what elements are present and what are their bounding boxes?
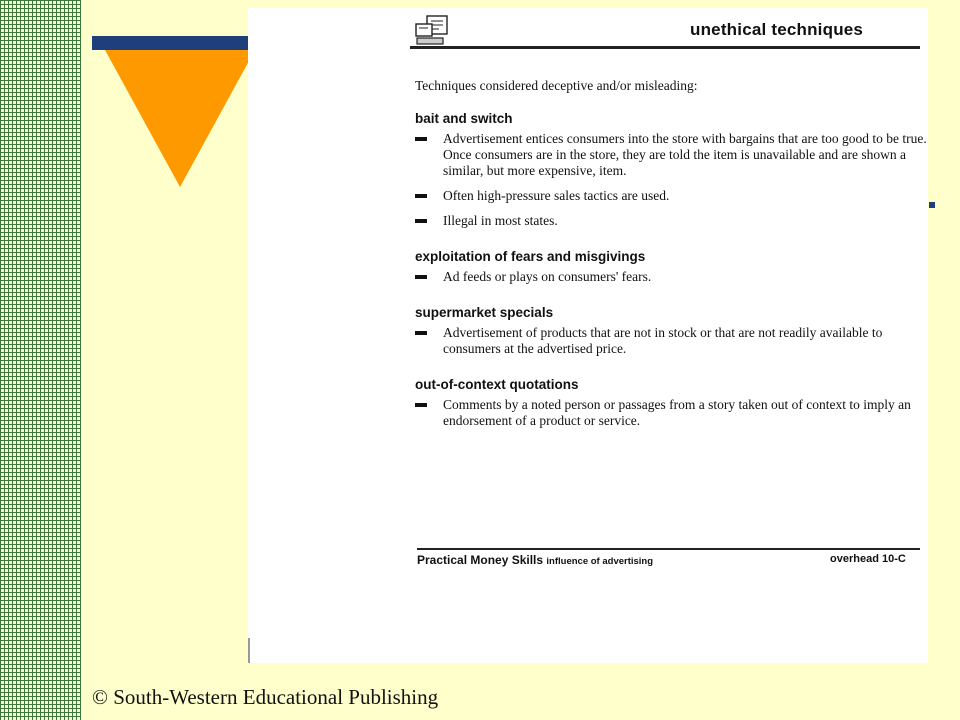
intro-text: Techniques considered deceptive and/or misleading:	[415, 78, 698, 93]
overhead-sheet	[248, 8, 928, 663]
navy-accent-bar	[92, 36, 252, 50]
list-item	[415, 325, 935, 357]
list-item	[415, 213, 935, 229]
copyright-notice: © South-Western Educational Publishing	[92, 685, 439, 709]
checkered-side-strip	[0, 0, 81, 720]
footer-overhead-number: overhead 10-C	[830, 553, 906, 565]
footer-course-subtitle: influence of advertising	[546, 556, 654, 567]
list-item	[415, 131, 935, 179]
title-rule	[410, 46, 920, 49]
footer-rule	[417, 548, 920, 550]
sheet-edge-mark	[248, 638, 250, 663]
section-out-of-context-quotations	[415, 377, 935, 429]
section-heading: supermarket specials	[415, 305, 554, 320]
bullet-text: Ad feeds or plays on consumers' fears.	[443, 269, 652, 284]
overhead-title: unethical techniques	[690, 20, 864, 39]
footer-course-title: Practical Money Skills	[417, 553, 544, 567]
overhead-content	[415, 78, 935, 449]
section-exploitation-of-fears	[415, 249, 935, 285]
section-supermarket-specials	[415, 305, 935, 357]
bullet-dash-icon	[415, 331, 427, 335]
bullet-dash-icon	[415, 137, 427, 141]
list-item	[415, 397, 935, 429]
section-bait-and-switch	[415, 111, 935, 229]
list-item	[415, 188, 935, 204]
bullet-dash-icon	[415, 194, 427, 198]
bullet-text: Comments by a noted person or passages from a story taken out of context to imply an endorsement of a product or service.	[443, 397, 911, 428]
document-icon	[413, 14, 453, 46]
section-heading: out-of-context quotations	[415, 377, 579, 392]
bullet-text: Advertisement of products that are not in stock or that are not readily available to consumers at the advertised price.	[443, 325, 883, 356]
bullet-text: Often high-pressure sales tactics are used.	[443, 188, 670, 203]
footer-course-label	[417, 553, 653, 567]
bullet-dash-icon	[415, 275, 427, 279]
bullet-text: Illegal in most states.	[443, 213, 558, 228]
section-heading: bait and switch	[415, 111, 513, 126]
section-heading: exploitation of fears and misgivings	[415, 249, 646, 264]
bullet-text: Advertisement entices consumers into the store with bargains that are too good to be true. Once consumers are in the store, they are told the item is unavailable and are shown a similar, but more expensive, item.	[443, 131, 927, 178]
orange-triangle-decoration	[105, 50, 255, 187]
bullet-dash-icon	[415, 403, 427, 407]
list-item	[415, 269, 935, 285]
bullet-dash-icon	[415, 219, 427, 223]
